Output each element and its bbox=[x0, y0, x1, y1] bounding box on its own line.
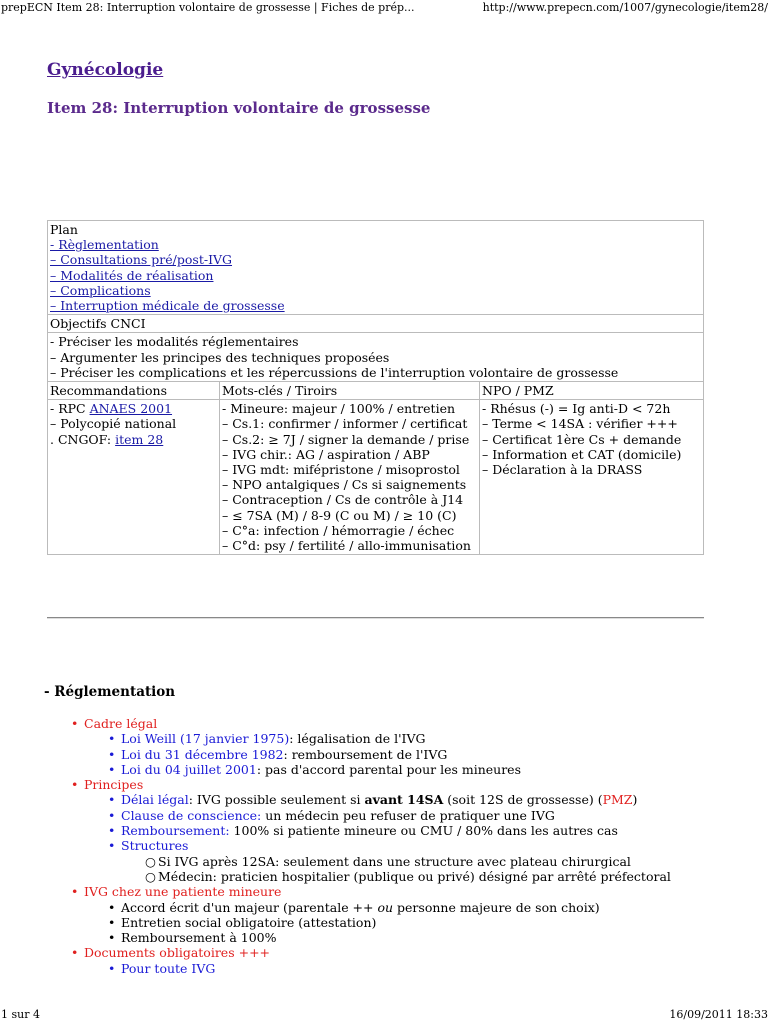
list-item bbox=[121, 869, 747, 884]
loi-2001-link[interactable]: Loi du 04 juillet 2001 bbox=[121, 761, 257, 777]
print-footer bbox=[0, 1008, 768, 1022]
list-item-principes bbox=[47, 777, 747, 884]
plan-link-modalites[interactable]: – Modalités de réalisation bbox=[50, 267, 214, 283]
page-counter: 1 sur 4 bbox=[1, 1008, 40, 1021]
list-item bbox=[84, 838, 747, 884]
npo-line: – Information et CAT (domicile) bbox=[482, 446, 682, 462]
list-item-cadre bbox=[47, 716, 747, 777]
page-title: Item 28: Interruption volontaire de grossesse bbox=[47, 99, 431, 117]
bullet-icon: • bbox=[108, 823, 116, 839]
npo-line: - Rhésus (-) = Ig anti-D < 72h bbox=[482, 401, 671, 417]
section-content bbox=[47, 716, 747, 976]
anaes-link[interactable]: ANAES 2001 bbox=[89, 401, 173, 417]
npo-cell bbox=[480, 400, 704, 555]
accord-ou: ou bbox=[377, 899, 394, 915]
mots-cles-line: – Cs.1: confirmer / informer / certificat bbox=[222, 416, 468, 432]
list-item-text: Si IVG après 12SA: seulement dans une structure avec plateau chirurgical bbox=[158, 853, 631, 869]
plan-link-complications[interactable]: – Complications bbox=[50, 282, 151, 298]
list-item bbox=[84, 747, 747, 762]
bullet-icon: • bbox=[71, 945, 79, 961]
clause-label: Clause de conscience: bbox=[121, 807, 262, 823]
col-header-npo: NPO / PMZ bbox=[480, 382, 704, 400]
mots-cles-line: – Contraception / Cs de contrôle à J14 bbox=[222, 492, 464, 508]
list-item-text: : pas d'accord parental pour les mineures bbox=[256, 761, 521, 777]
print-header-url: http://www.prepecn.com/1007/gynecologie/item28/ bbox=[482, 1, 768, 14]
clause-text: un médecin peu refuser de pratiquer une IVG bbox=[261, 807, 555, 823]
plan-header: Plan bbox=[50, 222, 78, 237]
list-item-text: personne majeure de son choix) bbox=[393, 899, 600, 915]
bullet-icon: • bbox=[108, 792, 116, 808]
list-item bbox=[84, 961, 747, 976]
reco-cngof: . CNGOF: bbox=[50, 431, 116, 447]
plan-cell bbox=[48, 221, 704, 315]
list-item bbox=[84, 762, 747, 777]
delai-text: ) bbox=[632, 792, 638, 808]
mots-cles-line: – IVG chir.: AG / aspiration / ABP bbox=[222, 446, 430, 462]
list-item bbox=[84, 930, 747, 945]
cadre-label: Cadre légal bbox=[84, 716, 158, 731]
plan-link-img[interactable]: – Interruption médicale de grossesse bbox=[50, 298, 285, 314]
list-item-text: Médecin: praticien hospitalier (publique ou privé) désigné par arrêté préfectoral bbox=[158, 868, 671, 884]
list-item-text: : légalisation de l'IVG bbox=[289, 731, 426, 747]
circle-bullet-icon: ○ bbox=[145, 868, 156, 884]
list-item-text: Remboursement à 100% bbox=[121, 930, 277, 946]
objectifs-cell bbox=[48, 333, 704, 382]
print-timestamp: 16/09/2011 18:33 bbox=[669, 1008, 768, 1021]
mots-cles-line: – NPO antalgiques / Cs si saignements bbox=[222, 477, 467, 493]
bullet-icon: • bbox=[108, 807, 116, 823]
plan-link-consultations[interactable]: – Consultations pré/post-IVG bbox=[50, 252, 233, 268]
bullet-icon: • bbox=[71, 716, 79, 731]
recommandations-cell bbox=[48, 400, 220, 555]
bullet-icon: • bbox=[108, 838, 116, 854]
loi-1982-link[interactable]: Loi du 31 décembre 1982 bbox=[121, 746, 284, 762]
item28-link[interactable]: item 28 bbox=[115, 431, 164, 447]
delai-bold: avant 14SA bbox=[364, 792, 444, 808]
loi-weill-link[interactable]: Loi Weill (17 janvier 1975) bbox=[121, 731, 290, 747]
col-header-recommandations: Recommandations bbox=[48, 382, 220, 400]
principes-label: Principes bbox=[84, 777, 144, 793]
pmz-tag: PMZ bbox=[602, 792, 633, 808]
remb-text: 100% si patiente mineure ou CMU / 80% dans les autres cas bbox=[229, 823, 618, 839]
npo-line: – Déclaration à la DRASS bbox=[482, 462, 643, 478]
bullet-icon: • bbox=[71, 777, 79, 793]
npo-line: – Certificat 1ère Cs + demande bbox=[482, 431, 682, 447]
mots-cles-line: – C°a: infection / hémorragie / échec bbox=[222, 522, 455, 538]
bullet-icon: • bbox=[108, 746, 116, 762]
mots-cles-line: – ≤ 7SA (M) / 8-9 (C ou M) / ≥ 10 (C) bbox=[222, 507, 457, 523]
docs-label: Documents obligatoires +++ bbox=[84, 945, 271, 961]
structures-label: Structures bbox=[121, 838, 189, 854]
mineure-label: IVG chez une patiente mineure bbox=[84, 884, 282, 900]
reco-prefix: - RPC bbox=[50, 401, 90, 417]
list-item bbox=[84, 823, 747, 838]
mots-cles-line: - Mineure: majeur / 100% / entretien bbox=[222, 401, 456, 417]
objectif-item: - Préciser les modalités réglementaires bbox=[50, 334, 299, 350]
horizontal-rule bbox=[47, 617, 704, 619]
print-header bbox=[0, 0, 768, 14]
bullet-icon: • bbox=[108, 960, 116, 976]
list-item-documents bbox=[47, 945, 747, 976]
bullet-icon: • bbox=[71, 884, 79, 900]
bullet-icon: • bbox=[108, 930, 116, 946]
delai-text: : IVG possible seulement si bbox=[188, 792, 365, 808]
list-item-text: Accord écrit d'un majeur (parentale ++ bbox=[121, 899, 378, 915]
npo-line: – Terme < 14SA : vérifier +++ bbox=[482, 416, 678, 432]
list-item bbox=[84, 792, 747, 807]
summary-table bbox=[47, 220, 704, 555]
list-item bbox=[84, 808, 747, 823]
list-item bbox=[84, 900, 747, 915]
remb-label: Remboursement: bbox=[121, 823, 230, 839]
mots-cles-line: – C°d: psy / fertilité / allo-immunisation bbox=[222, 538, 471, 554]
reco-polycopie: – Polycopié national bbox=[50, 416, 177, 432]
list-item-text: Entretien social obligatoire (attestation) bbox=[121, 914, 377, 930]
mots-cles-line: – IVG mdt: mifépristone / misoprostol bbox=[222, 462, 460, 478]
list-item bbox=[84, 915, 747, 930]
bullet-icon: • bbox=[108, 914, 116, 930]
mots-cles-cell bbox=[220, 400, 480, 555]
bullet-icon: • bbox=[108, 899, 116, 915]
bullet-icon: • bbox=[108, 731, 116, 747]
delai-text: (soit 12S de grossesse) ( bbox=[443, 792, 603, 808]
plan-link-reglementation[interactable]: - Règlementation bbox=[50, 237, 159, 253]
objectif-item: – Argumenter les principes des techniques proposées bbox=[50, 349, 390, 365]
list-item bbox=[121, 854, 747, 869]
mots-cles-line: – Cs.2: ≥ 7J / signer la demande / prise bbox=[222, 431, 470, 447]
section-title: - Réglementation bbox=[44, 684, 176, 700]
list-item-text: : remboursement de l'IVG bbox=[283, 746, 448, 762]
circle-bullet-icon: ○ bbox=[145, 853, 156, 869]
objectifs-header-cell: Objectifs CNCI bbox=[48, 315, 704, 333]
print-header-title: prepECN Item 28: Interruption volontaire de grossesse | Fiches de prép... bbox=[1, 1, 415, 14]
list-item-mineure bbox=[47, 884, 747, 945]
list-item bbox=[84, 731, 747, 746]
list-item-text: Pour toute IVG bbox=[121, 960, 216, 976]
objectif-item: – Préciser les complications et les répercussions de l'interruption volontaire de grossesse bbox=[50, 364, 619, 380]
bullet-icon: • bbox=[108, 761, 116, 777]
category-link[interactable]: Gynécologie bbox=[47, 60, 164, 80]
col-header-mots-cles: Mots-clés / Tiroirs bbox=[220, 382, 480, 400]
delai-label: Délai légal bbox=[121, 792, 189, 808]
